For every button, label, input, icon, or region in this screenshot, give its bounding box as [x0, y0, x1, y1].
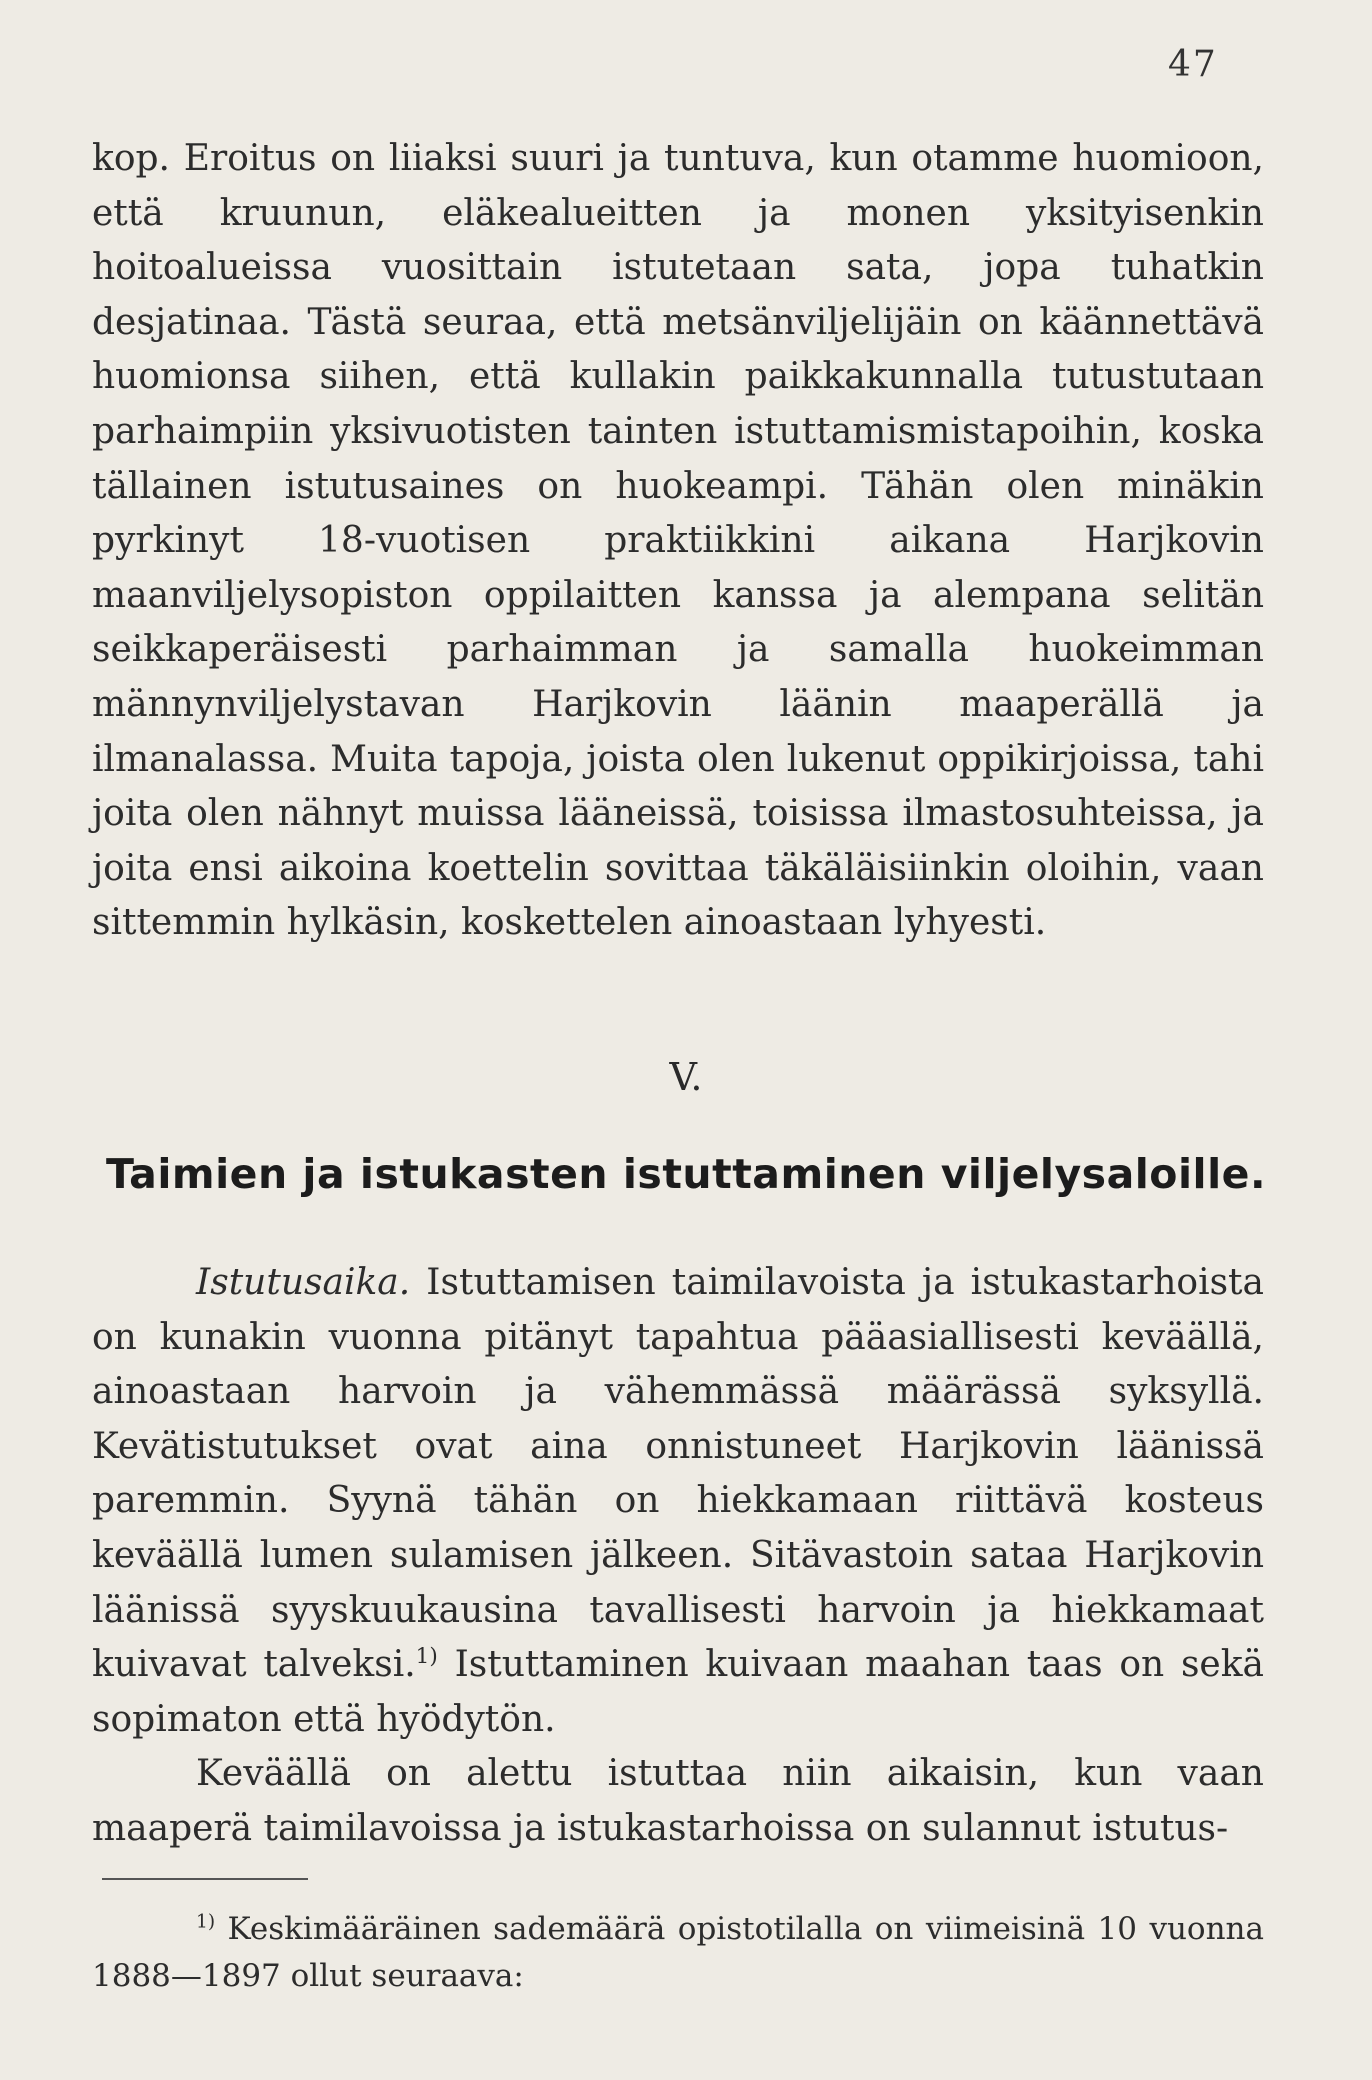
section-body [92, 1256, 1264, 1857]
body-text-block [92, 132, 1264, 951]
paragraph: Keväällä on alettu istuttaa niin aikaisin, kun vaan maaperä taimilavoissa ja istukastarhoissa on sulannut istutus- [92, 1753, 1264, 1849]
paragraph-lead: Istutusaika. [196, 1262, 411, 1303]
section-numeral: V. [669, 1055, 703, 1099]
paragraph [92, 1256, 1264, 1747]
paragraph-text: Istuttamisen taimilavoista ja istukastarhoista on kunakin vuonna pitänyt tapahtua pääasiallisesti keväällä, ainoastaan harvoin ja vähemmässä määrässä syksyllä. Kevätistutukset ovat aina onnistuneet Harjkovin läänissä paremmin. Syynä tähän on hiekkamaan riittävä kosteus keväällä lumen sulamisen jälkeen. Sitävastoin sataa Harjkovin läänissä syyskuukausina tavallisesti harvoin ja hiekkamaat kuivavat talveksi. [92, 1262, 1264, 1686]
paragraph-text: Istuttaminen kuivaan maahan taas on sekä sopimaton että hyödytön. [92, 1644, 1265, 1740]
footnote-text: Keskimääräinen sademäärä opistotilalla on viimeisinä 10 vuonna 1888—1897 ollut seuraava: [92, 1911, 1264, 1994]
footnote-marker: 1) [196, 1911, 216, 1933]
footnote-reference: 1) [415, 1644, 438, 1670]
footnote [92, 1906, 1264, 2000]
section-title: Taimien ja istukasten istuttaminen viljelysaloille. [105, 1150, 1267, 1198]
paragraph: kop. Eroitus on liiaksi suuri ja tuntuva, kun otamme huomioon, että kruunun, eläkealueitten ja monen yksityisenkin hoitoalueissa vuosittain istutetaan sata, jopa tuhatkin desjatinaa. Tästä seuraa, että metsänviljelijäin on käännettävä huomionsa siihen, että kullakin paikkakunnalla tutustutaan parhaimpiin yksivuotisten tainten istuttamismistapoihin, koska tällainen istutusaines on huokeampi. Tähän olen minäkin pyrkinyt 18-vuotisen praktiikkini aikana Harjkovin maanviljelysopiston oppilaitten kanssa ja alempana selitän seikkaperäisesti parhaimman ja samalla huokeimman männynviljelystavan Harjkovin läänin maaperällä ja ilmanalassa. Muita tapoja, joista olen lukenut oppikirjoissa, tahi joita olen nähnyt muissa lääneissä, toisissa ilmastosuhteissa, ja joita ensi aikoina koettelin sovittaa täkäläisiinkin oloihin, vaan sittemmin hylkäsin, koskettelen ainoastaan lyhyesti. [92, 138, 1264, 944]
page-number: 47 [1168, 44, 1218, 85]
footnote-divider [102, 1878, 308, 1880]
